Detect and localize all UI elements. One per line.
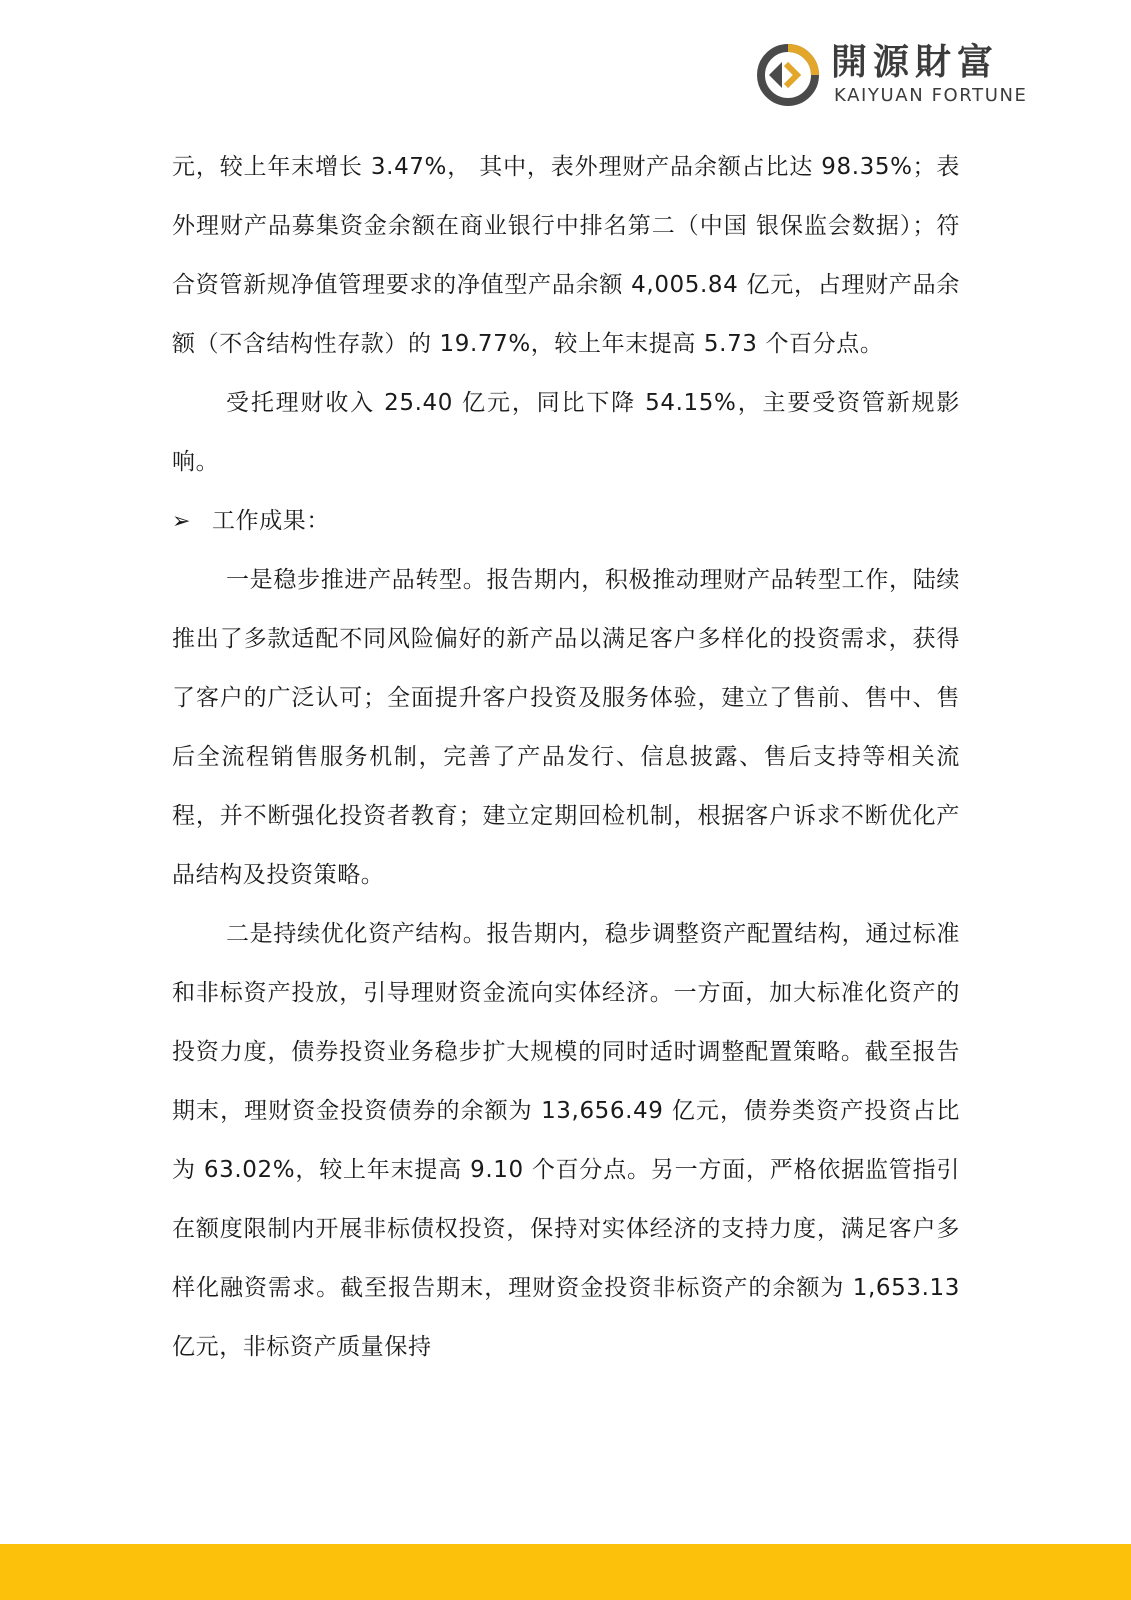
paragraph-1: 元，较上年末增长 3.47%， 其中，表外理财产品余额占比达 98.35%；表外理财产品募集资金余额在商业银行中排名第二（中国 银保监会数据）；符合资管新规净值管理要求的净值型产品余额 4,005.84 亿元，占理财产品余额（不含结构性存款）的 19.77%，较上年末提高 5.73 个百分点。	[172, 154, 960, 357]
document-body	[172, 138, 960, 1377]
kaiyuan-fortune-logo	[755, 40, 1055, 110]
footer-bar	[0, 1544, 1131, 1600]
logo-english-text: KAIYUAN FORTUNE	[834, 85, 1028, 106]
paragraph-2: 受托理财收入 25.40 亿元，同比下降 54.15%，主要受资管新规影响。	[172, 390, 960, 475]
kaiyuan-logo-mark-icon	[755, 42, 821, 108]
paragraph-3: 一是稳步推进产品转型。报告期内，积极推动理财产品转型工作，陆续推出了多款适配不同风险偏好的新产品以满足客户多样化的投资需求，获得了客户的广泛认可；全面提升客户投资及服务体验，建立了售前、售中、售后全流程销售服务机制，完善了产品发行、信息披露、售后支持等相关流程，并不断强化投资者教育；建立定期回检机制，根据客户诉求不断优化产品结构及投资策略。	[172, 567, 960, 888]
logo-chinese-text: 開源財富	[831, 42, 1000, 83]
paragraph-4: 二是持续优化资产结构。报告期内，稳步调整资产配置结构，通过标准和非标资产投放，引导理财资金流向实体经济。一方面，加大标准化资产的投资力度，债券投资业务稳步扩大规模的同时适时调整配置策略。截至报告期末，理财资金投资债券的余额为 13,656.49 亿元，债券类资产投资占比为 63.02%，较上年末提高 9.10 个百分点。另一方面，严格依据监管指引在额度限制内开展非标债权投资，保持对实体经济的支持力度，满足客户多样化融资需求。截至报告期末，理财资金投资非标资产的余额为 1,653.13 亿元，非标资产质量保持	[172, 921, 960, 1360]
bullet-heading-label: 工作成果：	[212, 508, 330, 534]
bullet-heading	[172, 492, 960, 551]
arrow-bullet-icon: ➢	[172, 509, 192, 534]
